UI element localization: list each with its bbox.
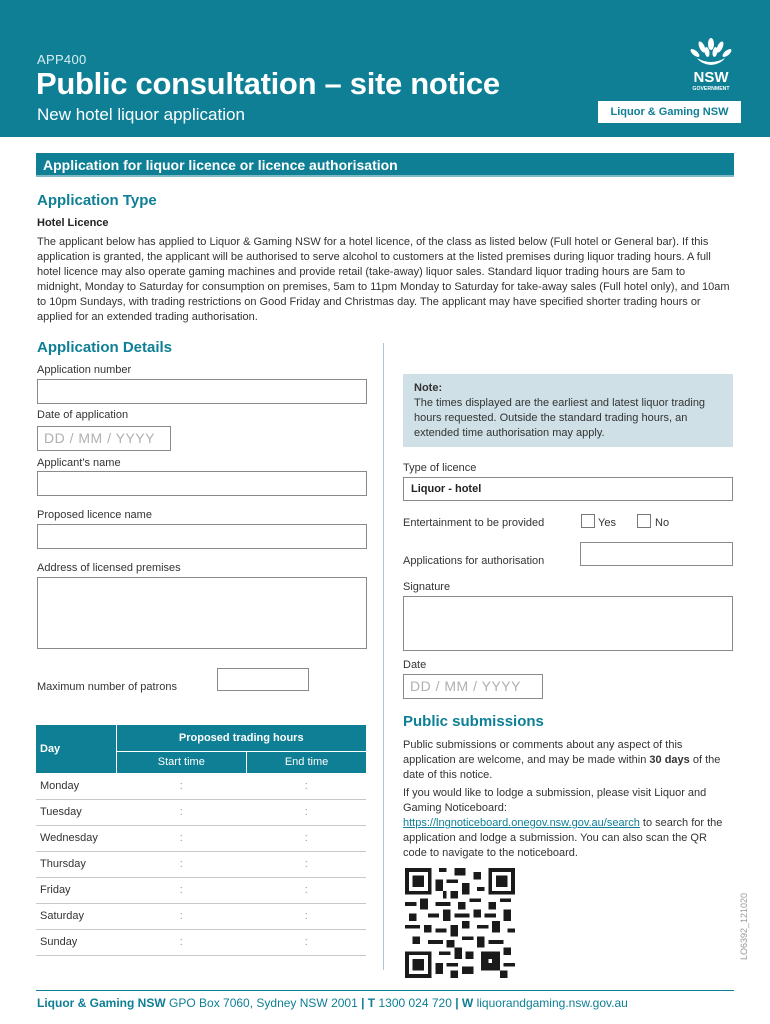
licence-type-label: Type of licence bbox=[403, 462, 477, 474]
date-of-application-placeholder: DD / MM / YYYY bbox=[44, 430, 155, 446]
start-time-header: Start time bbox=[116, 751, 247, 773]
submissions-paragraph-1 bbox=[403, 738, 725, 783]
application-number-label: Application number bbox=[37, 364, 132, 376]
notice-date-placeholder: DD / MM / YYYY bbox=[410, 678, 521, 694]
start-time-cell[interactable]: : bbox=[116, 929, 247, 955]
notice-date-label: Date bbox=[403, 659, 427, 671]
authorisation-field[interactable] bbox=[580, 542, 733, 566]
submissions-text: If you would like to lodge a submission, please visit Liquor and Gaming Noticeboard: bbox=[403, 787, 707, 814]
agency-tag: Liquor & Gaming NSW bbox=[598, 101, 741, 123]
entertainment-no-label: No bbox=[655, 517, 670, 529]
end-time-cell[interactable]: : bbox=[247, 851, 366, 877]
day-column-header: Day bbox=[36, 725, 116, 773]
table-row bbox=[36, 851, 366, 877]
start-time-cell[interactable]: : bbox=[116, 903, 247, 929]
end-time-cell[interactable]: : bbox=[247, 929, 366, 955]
footer-web-label: W bbox=[458, 996, 474, 1010]
page-footer bbox=[37, 996, 628, 1010]
authorisation-label: Applications for authorisation bbox=[403, 555, 545, 567]
address-field[interactable] bbox=[37, 577, 367, 649]
entertainment-no-checkbox[interactable] bbox=[637, 514, 651, 528]
start-time-cell[interactable]: : bbox=[116, 877, 247, 903]
start-time-cell[interactable]: : bbox=[116, 851, 247, 877]
application-details-heading: Application Details bbox=[37, 339, 173, 356]
hotel-licence-label: Hotel Licence bbox=[37, 217, 109, 229]
page-header bbox=[0, 0, 770, 137]
column-divider bbox=[383, 343, 384, 970]
section-title-bar: Application for liquor licence or licence authorisation bbox=[36, 153, 734, 177]
day-cell: Wednesday bbox=[36, 825, 116, 851]
application-type-heading: Application Type bbox=[37, 192, 157, 209]
day-cell: Saturday bbox=[36, 903, 116, 929]
max-patrons-label: Maximum number of patrons bbox=[37, 681, 177, 693]
signature-field[interactable] bbox=[403, 596, 733, 651]
address-label: Address of licensed premises bbox=[37, 562, 181, 574]
day-cell: Friday bbox=[36, 877, 116, 903]
entertainment-label: Entertainment to be provided bbox=[403, 517, 545, 529]
end-time-cell[interactable]: : bbox=[247, 773, 366, 799]
proposed-licence-name-label: Proposed licence name bbox=[37, 509, 152, 521]
entertainment-yes-label: Yes bbox=[598, 517, 616, 529]
note-box bbox=[403, 374, 733, 447]
table-row bbox=[36, 903, 366, 929]
day-cell: Thursday bbox=[36, 851, 116, 877]
table-row bbox=[36, 929, 366, 955]
date-of-application-label: Date of application bbox=[37, 409, 129, 421]
nsw-waratah-logo-icon bbox=[683, 38, 739, 94]
max-patrons-field[interactable] bbox=[217, 668, 309, 691]
footer-phone: 1300 024 720 bbox=[375, 996, 456, 1010]
application-number-value bbox=[38, 385, 45, 397]
start-time-cell[interactable]: : bbox=[116, 825, 247, 851]
page-title: Public consultation – site notice bbox=[36, 66, 500, 101]
proposed-licence-name-field[interactable] bbox=[37, 524, 367, 549]
footer-separator: | bbox=[455, 996, 459, 1010]
submissions-deadline: 30 days bbox=[649, 754, 690, 766]
application-type-description: The applicant below has applied to Liquor & Gaming NSW for a hotel licence, of the class as listed below (Full hotel or General bar). If this application is granted, the applicant will be authorised to serve alcohol to customers at the listed premises during liquor trading hours. A full hotel licence may also operate gaming machines and provide retail (take-away) liquor sales. Standard liquor trading hours are 5am to midnight, Monday to Saturday for consumption on premises, 5am to 11pm Monday to Saturday for take-away sales (Full hotel only), and 10am to 10pm Sundays, with trading restrictions on Good Friday and Christmas day. The applicant may have specified shorter trading hours or applied for an extended trading authorisation. bbox=[37, 236, 730, 323]
submissions-text: to search for the application and lodge a submission. You can also scan the QR code to navigate to the noticeboard. bbox=[403, 817, 723, 859]
note-title: Note: bbox=[414, 382, 443, 394]
submissions-paragraph-2 bbox=[403, 786, 725, 861]
logo-subtext: GOVERNMENT bbox=[692, 86, 730, 92]
licence-type-field[interactable] bbox=[403, 477, 733, 501]
end-time-header: End time bbox=[247, 751, 366, 773]
logo-text: NSW bbox=[693, 69, 729, 86]
proposed-hours-header: Proposed trading hours bbox=[116, 725, 366, 751]
noticeboard-link[interactable]: https://lngnoticeboard.onegov.nsw.gov.au/search bbox=[403, 817, 640, 829]
applicant-name-label: Applicant’s name bbox=[37, 457, 121, 469]
footer-org: Liquor & Gaming NSW bbox=[37, 996, 166, 1010]
end-time-cell[interactable]: : bbox=[247, 799, 366, 825]
submissions-text: Public submissions or comments about any aspect of this application are welcome, and may be made within bbox=[403, 739, 683, 766]
table-row bbox=[36, 877, 366, 903]
footer-phone-label: T bbox=[364, 996, 376, 1010]
application-number-field[interactable] bbox=[37, 379, 367, 404]
document-code: LO6392_121020 bbox=[739, 892, 749, 960]
submissions-text: of the date of this notice. bbox=[403, 754, 721, 781]
end-time-cell[interactable]: : bbox=[247, 903, 366, 929]
end-time-cell[interactable]: : bbox=[247, 877, 366, 903]
footer-website[interactable]: liquorandgaming.nsw.gov.au bbox=[473, 996, 628, 1010]
page-subtitle: New hotel liquor application bbox=[37, 105, 245, 124]
end-time-cell[interactable]: : bbox=[247, 825, 366, 851]
public-submissions-heading: Public submissions bbox=[403, 713, 544, 730]
footer-separator: | bbox=[361, 996, 365, 1010]
table-row bbox=[36, 773, 366, 799]
start-time-cell[interactable]: : bbox=[116, 799, 247, 825]
entertainment-yes-checkbox[interactable] bbox=[581, 514, 595, 528]
notice-date-field[interactable] bbox=[403, 674, 543, 699]
table-row bbox=[36, 825, 366, 851]
day-cell: Sunday bbox=[36, 929, 116, 955]
qr-code-icon bbox=[402, 868, 518, 978]
start-time-cell[interactable]: : bbox=[116, 773, 247, 799]
date-of-application-field[interactable] bbox=[37, 426, 171, 451]
table-row bbox=[36, 799, 366, 825]
licence-type-value: Liquor - hotel bbox=[411, 483, 482, 495]
signature-label: Signature bbox=[403, 581, 451, 593]
applicant-name-field[interactable] bbox=[37, 471, 367, 496]
day-cell: Tuesday bbox=[36, 799, 116, 825]
form-code: APP400 bbox=[37, 52, 87, 67]
note-text: The times displayed are the earliest and latest liquor trading hours requested. Outside the standard trading hours, an extended time authorisation may apply. bbox=[414, 397, 706, 439]
day-cell: Monday bbox=[36, 773, 116, 799]
trading-hours-table bbox=[36, 725, 366, 956]
footer-address: GPO Box 7060, Sydney NSW 2001 bbox=[165, 996, 362, 1010]
footer-divider bbox=[36, 990, 734, 991]
